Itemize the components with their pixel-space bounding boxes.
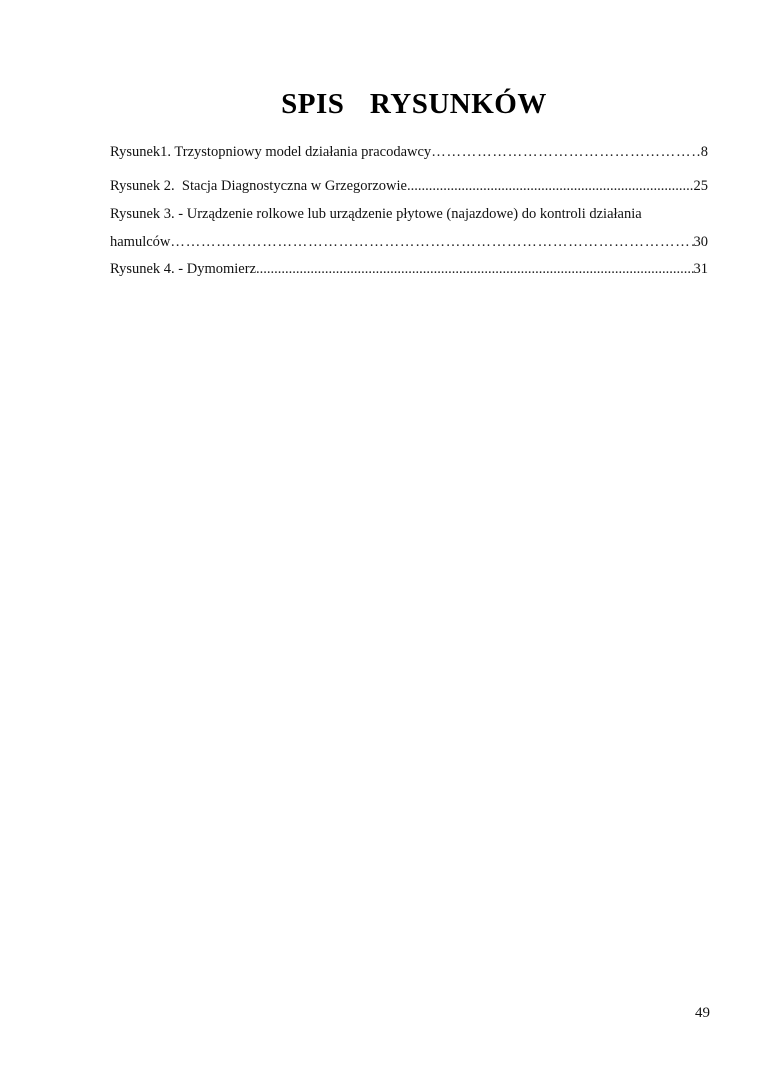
toc-leader [407, 177, 694, 195]
toc-page-ref: 25 [693, 178, 708, 194]
toc-entry-text: Rysunek 2. Stacja Diagnostyczna w Grzegorzowie [110, 178, 407, 194]
page-number: 49 [695, 1005, 710, 1021]
toc-entry-4 [110, 260, 708, 278]
toc-entry-1 [110, 143, 708, 161]
toc-page-ref: 31 [693, 261, 708, 277]
toc-leader [431, 143, 701, 161]
toc-entry-text: Rysunek1. Trzystopniowy model działania pracodawcy [110, 144, 432, 160]
toc-page-ref: 30 [693, 234, 708, 250]
toc-entry-3-continuation [110, 233, 708, 251]
toc-leader [256, 260, 693, 278]
toc-entry-2 [110, 177, 708, 195]
toc-page-ref: 8 [700, 144, 708, 160]
toc-leader [170, 233, 693, 251]
toc-entry-text: Rysunek 4. - Dymomierz [110, 261, 257, 277]
toc-entry-continuation-text: hamulców [110, 234, 171, 250]
page-title: SPIS RYSUNKÓW [281, 88, 547, 120]
toc-entry-text: Rysunek 3. - Urządzenie rolkowe lub urządzenie płytowe (najazdowe) do kontroli działania [110, 206, 642, 222]
toc-entry-3 [110, 205, 710, 223]
